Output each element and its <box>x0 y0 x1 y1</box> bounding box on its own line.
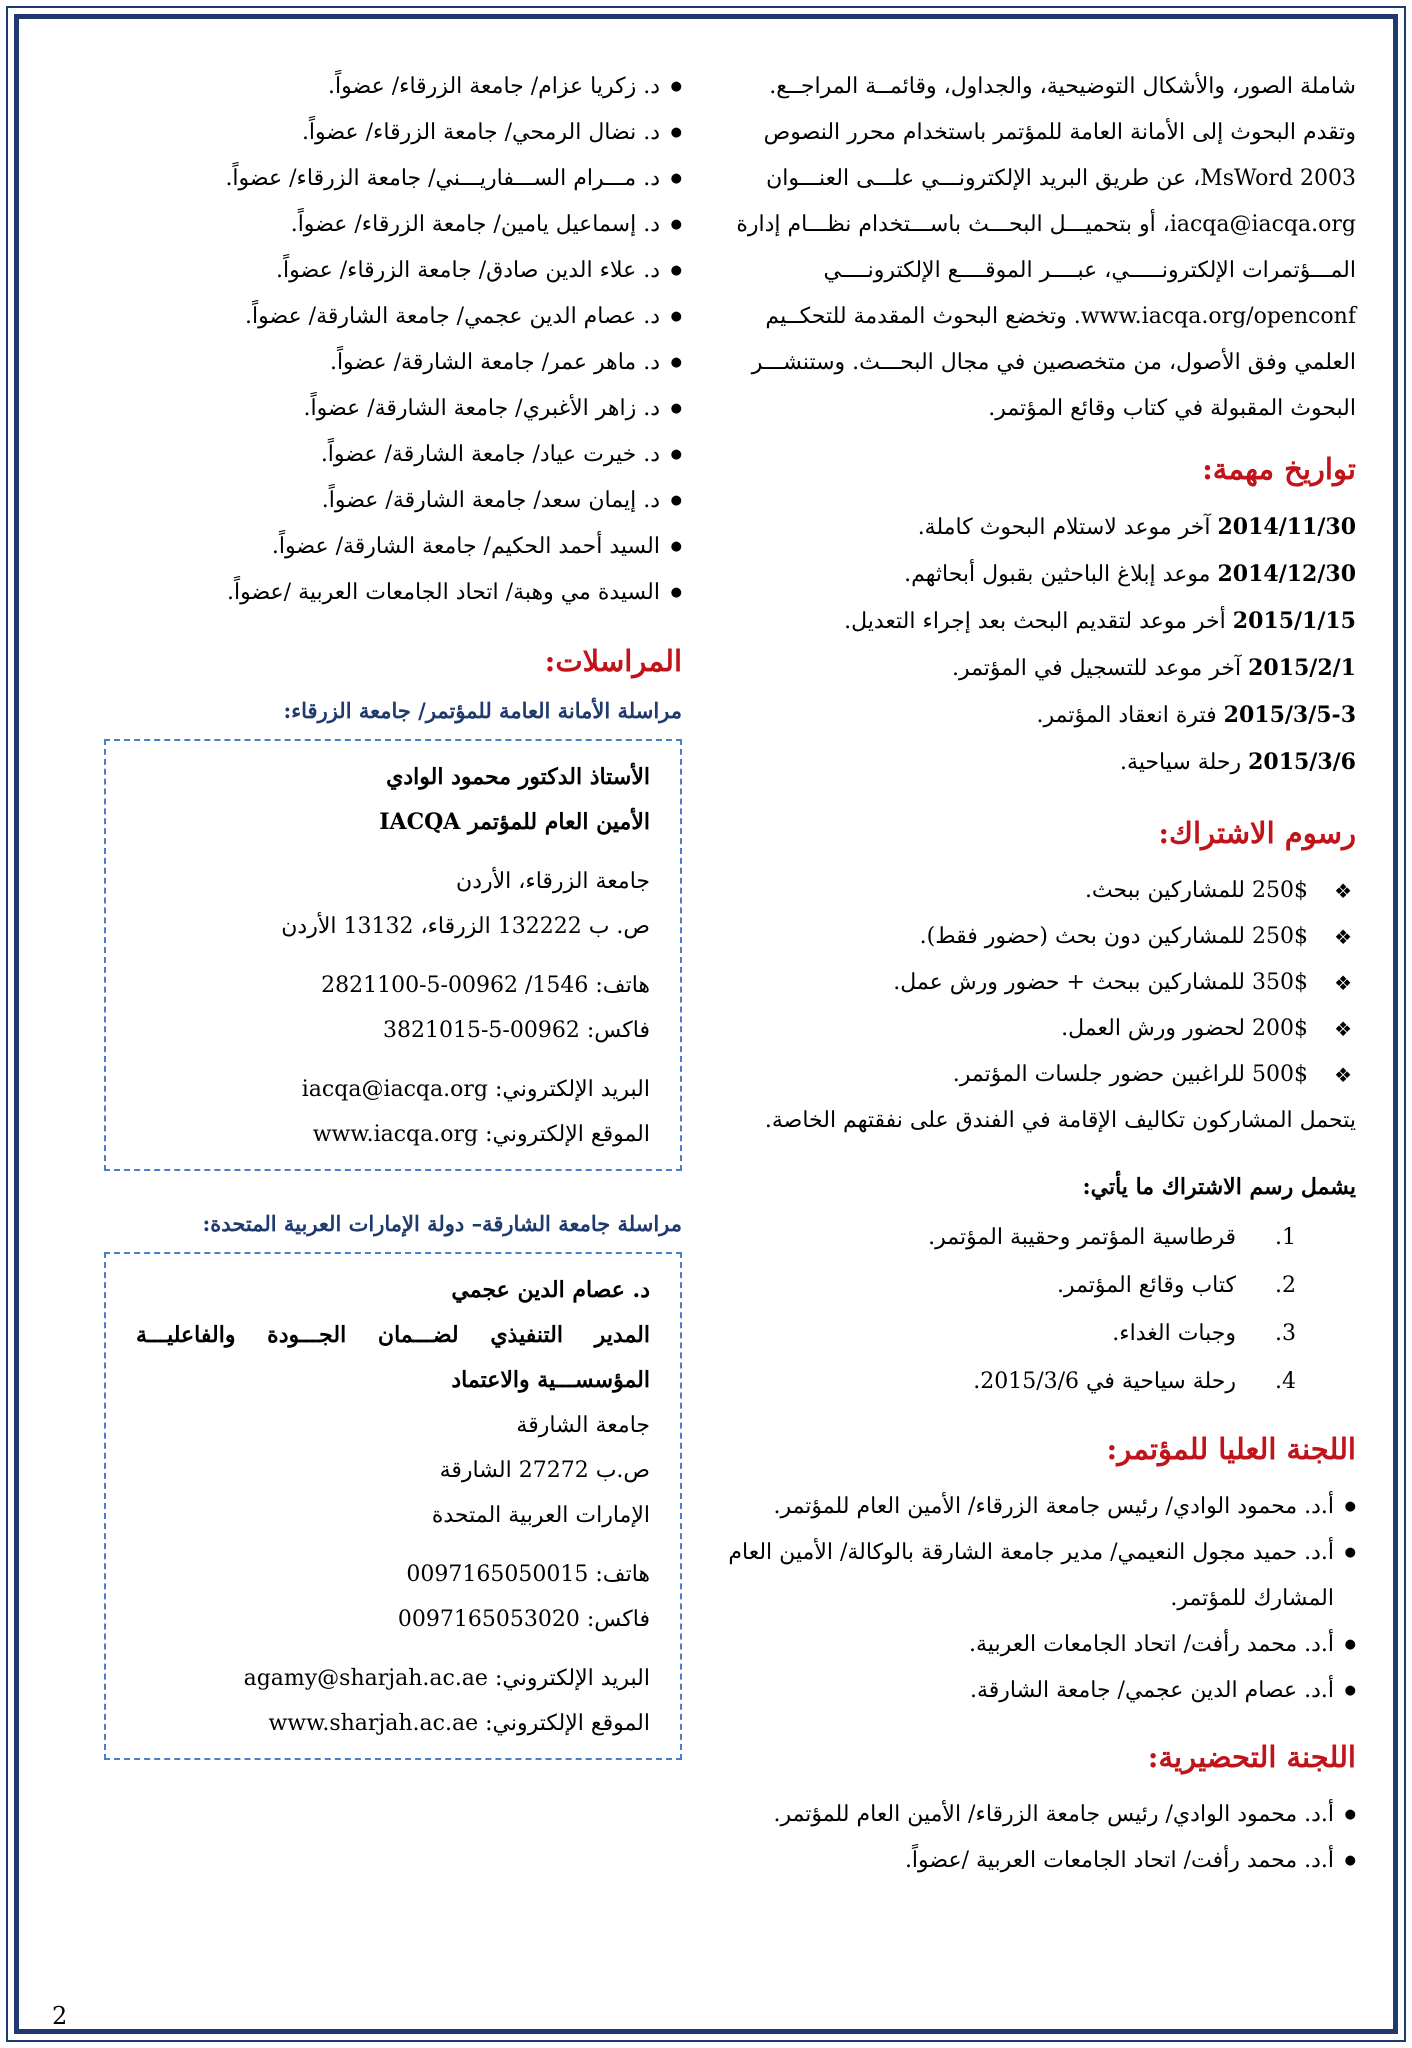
date-text: رحلة سياحية. <box>1119 750 1249 775</box>
dates-list <box>728 504 1356 786</box>
higher-committee-list <box>728 1484 1356 1714</box>
right-column <box>728 64 1356 1884</box>
includes-item: 4. رحلة سياحية في 2015/3/6. <box>973 1369 1296 1394</box>
diamond-bullet-icon: ❖ <box>1334 1017 1352 1041</box>
date-item <box>728 739 1356 786</box>
committee-member: ● د. خيرت عياد/ جامعة الشارقة/ عضواً. <box>58 432 682 478</box>
prep-committee-heading: اللجنة التحضيرية: <box>1147 1740 1356 1774</box>
contact-name: الأستاذ الدكتور محمود الوادي <box>386 764 650 790</box>
diamond-bullet-icon: ❖ <box>1334 879 1352 903</box>
fee-item: ❖ 200$ لحضور ورش العمل. <box>728 1006 1356 1052</box>
date-item <box>728 598 1356 645</box>
date-value: 2015/3/6 <box>1248 749 1356 775</box>
fee-item: ❖ 250$ للمشاركين دون بحث (حضور فقط). <box>728 914 1356 960</box>
committee-member: ● د. إيمان سعد/ جامعة الشارقة/ عضواً. <box>58 478 682 524</box>
contact-website: الموقع الإلكتروني: www.iacqa.org <box>312 1122 650 1147</box>
fee-item: ❖ 500$ للراغبين حضور جلسات المؤتمر. <box>728 1052 1356 1098</box>
committee-member: ● د. ماهر عمر/ جامعة الشارقة/ عضواً. <box>58 340 682 386</box>
contact-fax: فاكس: 00962-5-3821015 <box>382 1018 650 1043</box>
date-value: 2014/12/30 <box>1217 561 1356 587</box>
diamond-bullet-icon: ❖ <box>1334 1063 1352 1087</box>
date-item <box>728 504 1356 551</box>
contact-phone: هاتف: 1546/ 00962-5-2821100 <box>321 973 650 998</box>
committee-member: ● د. إسماعيل يامين/ جامعة الزرقاء/ عضواً. <box>58 202 682 248</box>
committee-member: ● د. زاهر الأغبري/ جامعة الشارقة/ عضواً. <box>58 386 682 432</box>
fees-heading: رسوم الاشتراك: <box>1158 816 1356 850</box>
date-text: آخر موعد للتسجيل في المؤتمر. <box>951 656 1249 681</box>
date-item <box>728 551 1356 598</box>
committee-member: ● أ.د. محمود الوادي/ رئيس جامعة الزرقاء/ الأمين العام للمؤتمر. <box>728 1792 1356 1838</box>
committee-member: ● أ.د. محمد رأفت/ اتحاد الجامعات العربية /عضواً. <box>728 1838 1356 1884</box>
intro-line: المـــؤتمرات الإلكترونـــــي، عبــــر الموقــــع الإلكترونــــي <box>823 258 1356 283</box>
committee-member: ● السيد أحمد الحكيم/ جامعة الشارقة/ عضواً. <box>58 524 682 570</box>
contact-website: الموقع الإلكتروني: www.sharjah.ac.ae <box>268 1711 650 1736</box>
fees-note: يتحمل المشاركون تكاليف الإقامة في الفندق على نفقتهم الخاصة. <box>764 1108 1356 1133</box>
contact-address: الإمارات العربية المتحدة <box>431 1503 650 1528</box>
date-value: 2014/11/30 <box>1217 514 1356 540</box>
date-item <box>728 692 1356 739</box>
date-item <box>728 645 1356 692</box>
date-value: 2015/2/1 <box>1248 655 1356 681</box>
diamond-bullet-icon: ❖ <box>1334 925 1352 949</box>
intro-line: وتقدم البحوث إلى الأمانة العامة للمؤتمر باستخدام محرر النصوص <box>763 120 1356 145</box>
contact-address: ص.ب 27272 الشارقة <box>439 1458 650 1483</box>
date-value: 2015/1/15 <box>1232 608 1356 634</box>
zarqa-correspondence-heading: مراسلة الأمانة العامة للمؤتمر/ جامعة الزرقاء: <box>283 698 682 723</box>
committee-member: ● د. مـــرام الســـفاريـــني/ جامعة الزرقاء/ عضواً. <box>58 156 682 202</box>
committee-member: ● د. علاء الدين صادق/ جامعة الزرقاء/ عضواً. <box>58 248 682 294</box>
committee-member: ● أ.د. عصام الدين عجمي/ جامعة الشارقة. <box>728 1668 1356 1714</box>
includes-item: 3. وجبات الغداء. <box>1112 1321 1296 1346</box>
includes-item: 2. كتاب وقائع المؤتمر. <box>1056 1273 1296 1298</box>
date-text: آخر موعد لاستلام البحوث كاملة. <box>917 515 1218 540</box>
correspondence-heading: المراسلات: <box>544 644 682 678</box>
higher-committee-heading: اللجنة العليا للمؤتمر: <box>1106 1432 1356 1466</box>
contact-address: جامعة الزرقاء، الأردن <box>456 869 650 894</box>
page-number: 2 <box>52 2002 68 2030</box>
contact-phone: هاتف: 0097165050015 <box>406 1562 650 1587</box>
contact-name: د. عصام الدين عجمي <box>451 1277 650 1303</box>
date-text: أخر موعد لتقديم البحث بعد إجراء التعديل. <box>844 609 1233 634</box>
sharjah-correspondence-heading: مراسلة جامعة الشارقة– دولة الإمارات العربية المتحدة: <box>202 1211 682 1236</box>
prep-committee-members-list <box>58 64 682 616</box>
intro-paragraph <box>728 64 1356 432</box>
dates-heading: تواريخ مهمة: <box>1202 452 1356 486</box>
diamond-bullet-icon: ❖ <box>1334 971 1352 995</box>
contact-address: ص. ب 132222 الزرقاء، 13132 الأردن <box>281 914 650 939</box>
contact-address: جامعة الشارقة <box>516 1413 650 1438</box>
includes-heading: يشمل رسم الاشتراك ما يأتي: <box>1082 1174 1356 1200</box>
committee-member: ● د. نضال الرمحي/ جامعة الزرقاء/ عضواً. <box>58 110 682 156</box>
contact-email: البريد الإلكتروني: iacqa@iacqa.org <box>301 1077 650 1102</box>
includes-list <box>728 1214 1356 1406</box>
intro-line: iacqa@iacqa.org، أو بتحميـــل البحـــث باســـتخدام نظـــام إدارة <box>736 212 1356 237</box>
committee-member: ● د. زكريا عزام/ جامعة الزرقاء/ عضواً. <box>58 64 682 110</box>
intro-line: شاملة الصور، والأشكال التوضيحية، والجداول، وقائمــة المراجــع. <box>769 74 1356 99</box>
committee-member: ● أ.د. حميد مجول النعيمي/ مدير جامعة الشارقة بالوكالة/ الأمين العام المشارك للمؤتمر. <box>728 1530 1356 1622</box>
committee-member: ● أ.د. محمد رأفت/ اتحاد الجامعات العربية. <box>728 1622 1356 1668</box>
intro-line: www.iacqa.org/openconf. وتخضع البحوث المقدمة للتحكــيم <box>765 304 1356 329</box>
fee-item: ❖ 250$ للمشاركين ببحث. <box>728 868 1356 914</box>
contact-fax: فاكس: 0097165053020 <box>397 1607 650 1632</box>
intro-line: MsWord 2003، عن طريق البريد الإلكترونـــي علـــى العنـــوان <box>766 166 1356 191</box>
intro-line: العلمي وفق الأصول، من متخصصين في مجال البحـــث. وستنشـــر <box>751 350 1356 375</box>
fee-item: ❖ 350$ للمشاركين ببحث + حضور ورش عمل. <box>728 960 1356 1006</box>
left-column <box>58 64 682 1760</box>
date-text: فترة انعقاد المؤتمر. <box>1036 703 1224 728</box>
date-value: 2015/3/5-3 <box>1223 702 1356 728</box>
committee-member: ● أ.د. محمود الوادي/ رئيس جامعة الزرقاء/ الأمين العام للمؤتمر. <box>728 1484 1356 1530</box>
contact-role: الأمين العام للمؤتمر IACQA <box>379 809 650 835</box>
contact-email: البريد الإلكتروني: agamy@sharjah.ac.ae <box>243 1666 650 1691</box>
includes-item: 1. قرطاسية المؤتمر وحقيبة المؤتمر. <box>928 1225 1296 1250</box>
prep-committee-list <box>728 1792 1356 1884</box>
sharjah-contact-box <box>104 1252 682 1760</box>
intro-line: البحوث المقبولة في كتاب وقائع المؤتمر. <box>988 396 1356 421</box>
date-text: موعد إبلاغ الباحثين بقبول أبحاثهم. <box>904 562 1218 587</box>
contact-role: المدير التنفيذي لضـــمان الجـــودة والفاعليـــة المؤسســـية والاعتماد <box>136 1322 650 1393</box>
committee-member: ● السيدة مي وهبة/ اتحاد الجامعات العربية /عضواً. <box>58 570 682 616</box>
fees-list <box>728 868 1356 1098</box>
committee-member: ● د. عصام الدين عجمي/ جامعة الشارقة/ عضواً. <box>58 294 682 340</box>
zarqa-contact-box <box>104 739 682 1171</box>
